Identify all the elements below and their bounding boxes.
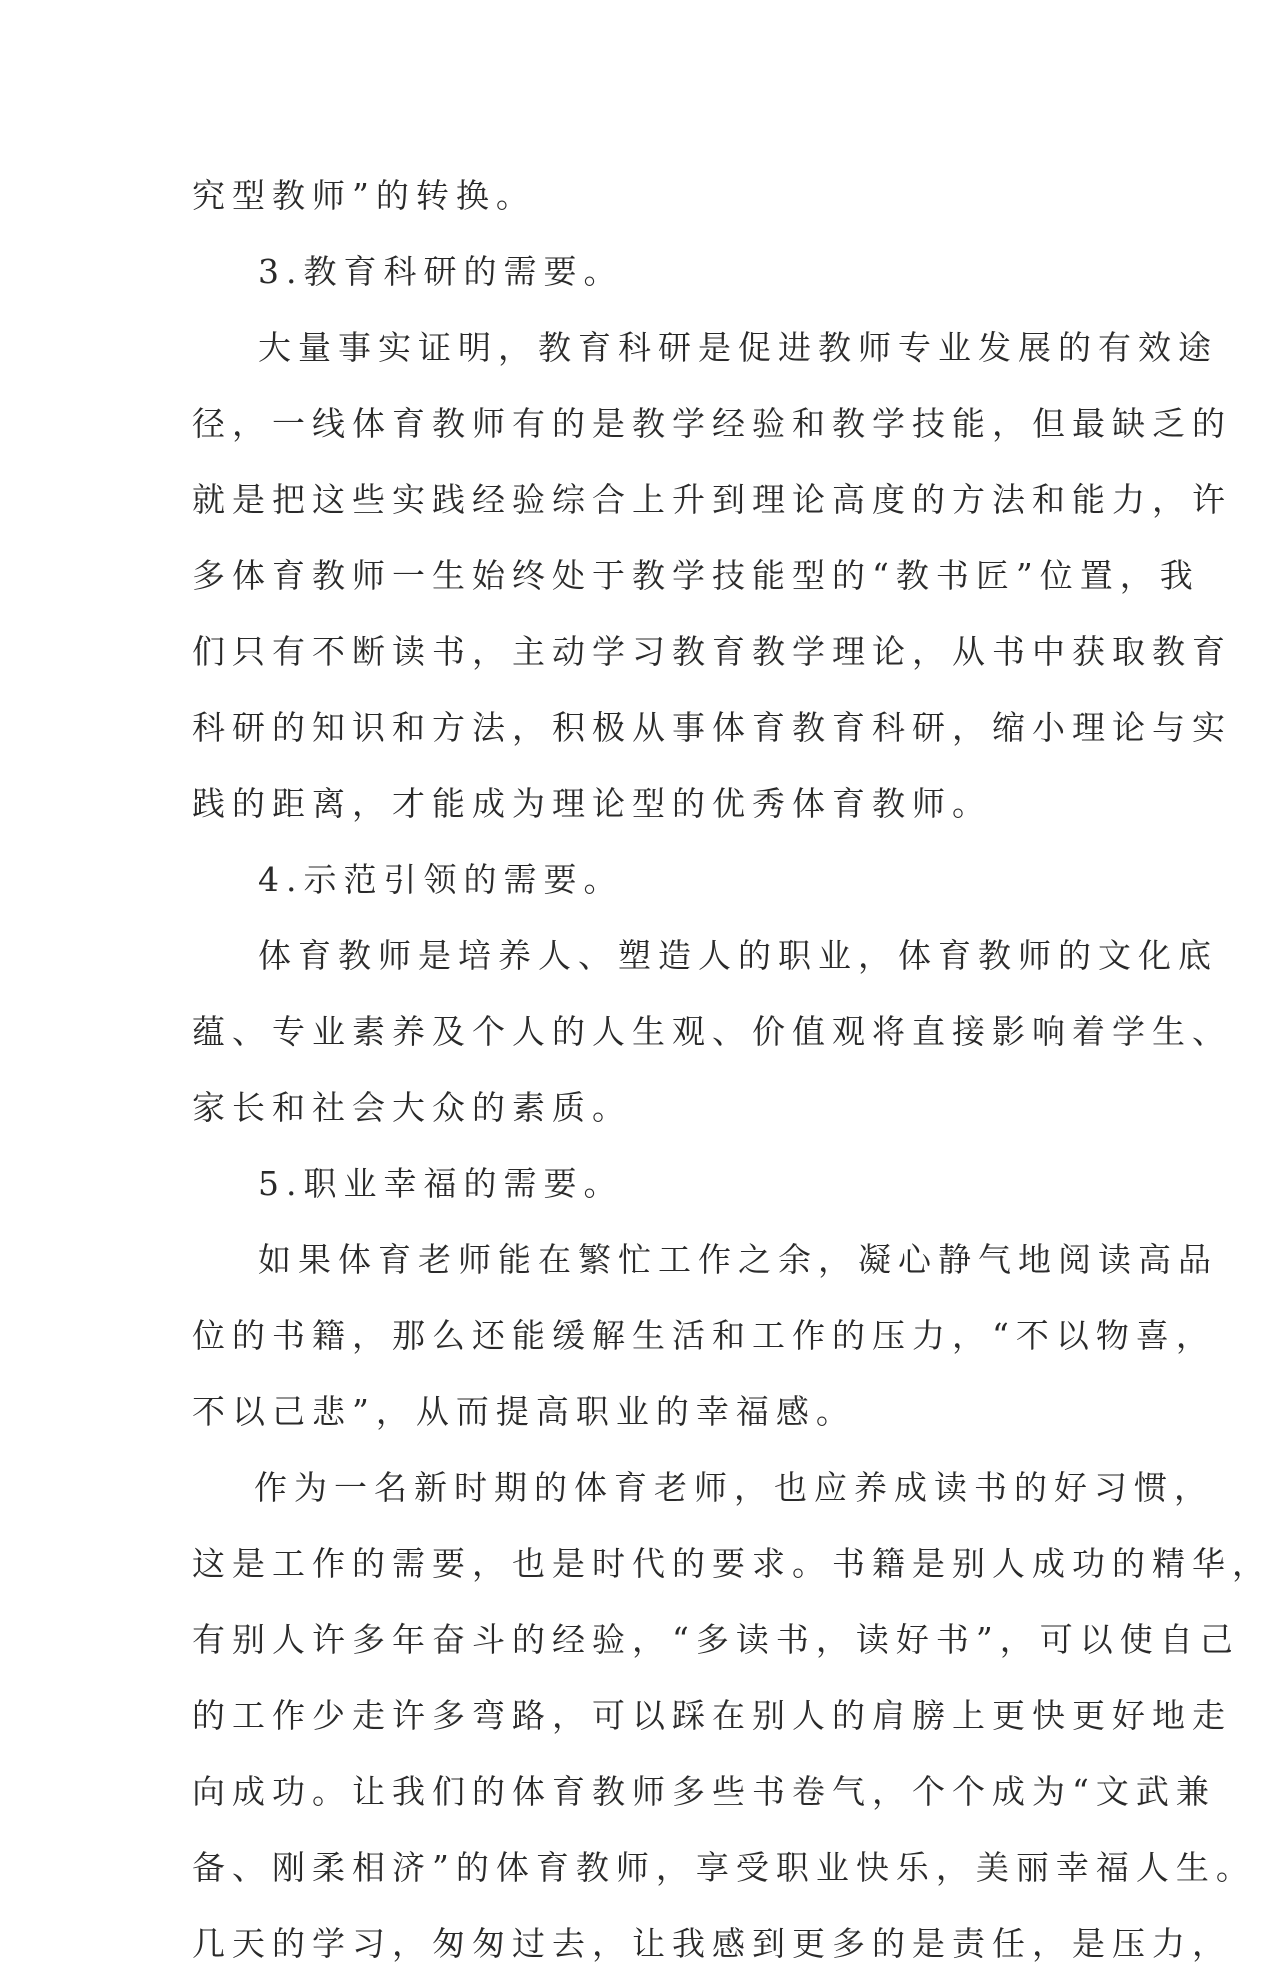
text-line: 这是工作的需要，也是时代的要求。书籍是别人成功的精华，: [192, 1544, 1272, 1583]
text-line: 科研的知识和方法，积极从事体育教育科研，缩小理论与实: [192, 708, 1232, 747]
text-line: 如果体育老师能在繁忙工作之余，凝心静气地阅读高品: [258, 1240, 1218, 1279]
text-line: 不以己悲”，从而提高职业的幸福感。: [192, 1392, 856, 1431]
text-line: 有别人许多年奋斗的经验，“多读书，读好书”，可以使自己: [192, 1620, 1240, 1659]
text-line: 几天的学习，匆匆过去，让我感到更多的是责任，是压力，: [192, 1924, 1232, 1963]
text-line: 就是把这些实践经验综合上升到理论高度的方法和能力，许: [192, 480, 1232, 519]
text-line: 多体育教师一生始终处于教学技能型的“教书匠”位置，我: [192, 556, 1200, 595]
text-line: 践的距离，才能成为理论型的优秀体育教师。: [192, 784, 992, 823]
text-line: 们只有不断读书，主动学习教育教学理论，从书中获取教育: [192, 632, 1232, 671]
text-line: 位的书籍，那么还能缓解生活和工作的压力，“不以物喜，: [192, 1316, 1216, 1355]
text-line: 备、刚柔相济”的体育教师，享受职业快乐，美丽幸福人生。: [192, 1848, 1256, 1887]
text-line: 家长和社会大众的素质。: [192, 1088, 632, 1127]
body-text: [192, 158, 1272, 1982]
text-line: 的工作少走许多弯路，可以踩在别人的肩膀上更快更好地走: [192, 1696, 1232, 1735]
text-line: 体育教师是培养人、塑造人的职业，体育教师的文化底: [258, 936, 1218, 975]
section-heading-4: 4.示范引领的需要。: [258, 860, 624, 899]
text-line: 向成功。让我们的体育教师多些书卷气，个个成为“文武兼: [192, 1772, 1216, 1811]
text-line: 究型教师”的转换。: [192, 176, 536, 215]
text-line: 径，一线体育教师有的是教学经验和教学技能，但最缺乏的: [192, 404, 1232, 443]
section-heading-5: 5.职业幸福的需要。: [258, 1164, 624, 1203]
section-heading-3: 3.教育科研的需要。: [258, 252, 624, 291]
text-line: 蕴、专业素养及个人的人生观、价值观将直接影响着学生、: [192, 1012, 1232, 1051]
text-line: 作为一名新时期的体育老师，也应养成读书的好习惯，: [254, 1468, 1214, 1507]
text-line: 大量事实证明，教育科研是促进教师专业发展的有效途: [258, 328, 1218, 367]
